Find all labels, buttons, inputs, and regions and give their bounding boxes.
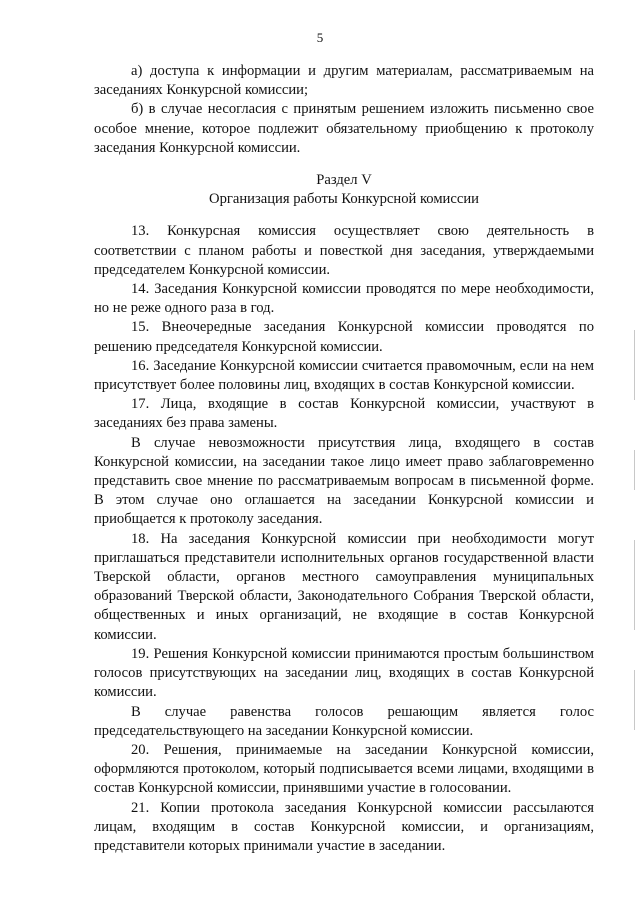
paragraph-15: 15. Внеочередные заседания Конкурсной комиссии проводятся по решению председателя Конкурсной комиссии. (94, 319, 594, 355)
paragraph-19-continuation: В случае равенства голосов решающим является голос председательствующего на заседании Конкурсной комиссии. (94, 703, 594, 739)
page-number: 5 (316, 30, 324, 45)
paragraph-14: 14. Заседания Конкурсной комиссии проводятся по мере необходимости, но не реже одного раза в год. (94, 281, 594, 317)
paragraph-13: 13. Конкурсная комиссия осуществляет свою деятельность в соответствии с планом работы и повесткой дня заседания, утверждаемыми председателем Конкурсной комиссии. (94, 223, 594, 278)
paragraph-17: 17. Лица, входящие в состав Конкурсной комиссии, участвуют в заседаниях без права замены. (94, 396, 594, 432)
paragraph-19: 19. Решения Конкурсной комиссии принимаются простым большинством голосов присутствующих на заседании лиц, входящих в состав Конкурсной комиссии. (94, 645, 594, 701)
list-item-b: б) в случае несогласия с принятым решением изложить письменно свое особое мнение, которое подлежит обязательному приобщению к протоколу заседания Конкурсной комиссии. (94, 101, 594, 156)
paragraph-20: 20. Решения, принимаемые на заседании Конкурсной комиссии, оформляются протоколом, который подписывается всеми лицами, входящими в состав Конкурсной комиссии, принявшими участие в голосовании. (94, 741, 594, 797)
section-title: Организация работы Конкурсной комиссии (209, 191, 479, 208)
paragraph-18: 18. На заседания Конкурсной комиссии при необходимости могут приглашаться представители исполнительных органов государственной власти Тверской области, органов местного самоуправления муниципальных образований Тверской области, Законодательного Собрания Тверской области, общественных и иных организаций, не входящие в состав Конкурсной комиссии. (94, 530, 594, 643)
document-body (94, 62, 594, 856)
paragraph-17-continuation: В случае невозможности присутствия лица, входящего в состав Конкурсной комиссии, на заседании такое лицо имеет право заблаговременно представить свое мнение по рассматриваемым вопросам в письменной форме. В этом случае оно оглашается на заседании Конкурсной комиссии и приобщается к протоколу заседания. (94, 434, 594, 528)
section-heading (94, 171, 594, 209)
list-item-a: а) доступа к информации и другим материалам, рассматриваемым на заседаниях Конкурсной комиссии; (94, 63, 594, 99)
paragraph-21: 21. Копии протокола заседания Конкурсной комиссии рассылаются лицам, входящим в состав Конкурсной комиссии, и организациям, представители которых принимали участие в заседании. (94, 799, 594, 854)
section-number: Раздел V (316, 172, 372, 189)
scan-edge-marks (634, 330, 636, 750)
paragraph-16: 16. Заседание Конкурсной комиссии считается правомочным, если на нем присутствует более половины лиц, входящих в состав Конкурсной комиссии. (94, 357, 594, 394)
